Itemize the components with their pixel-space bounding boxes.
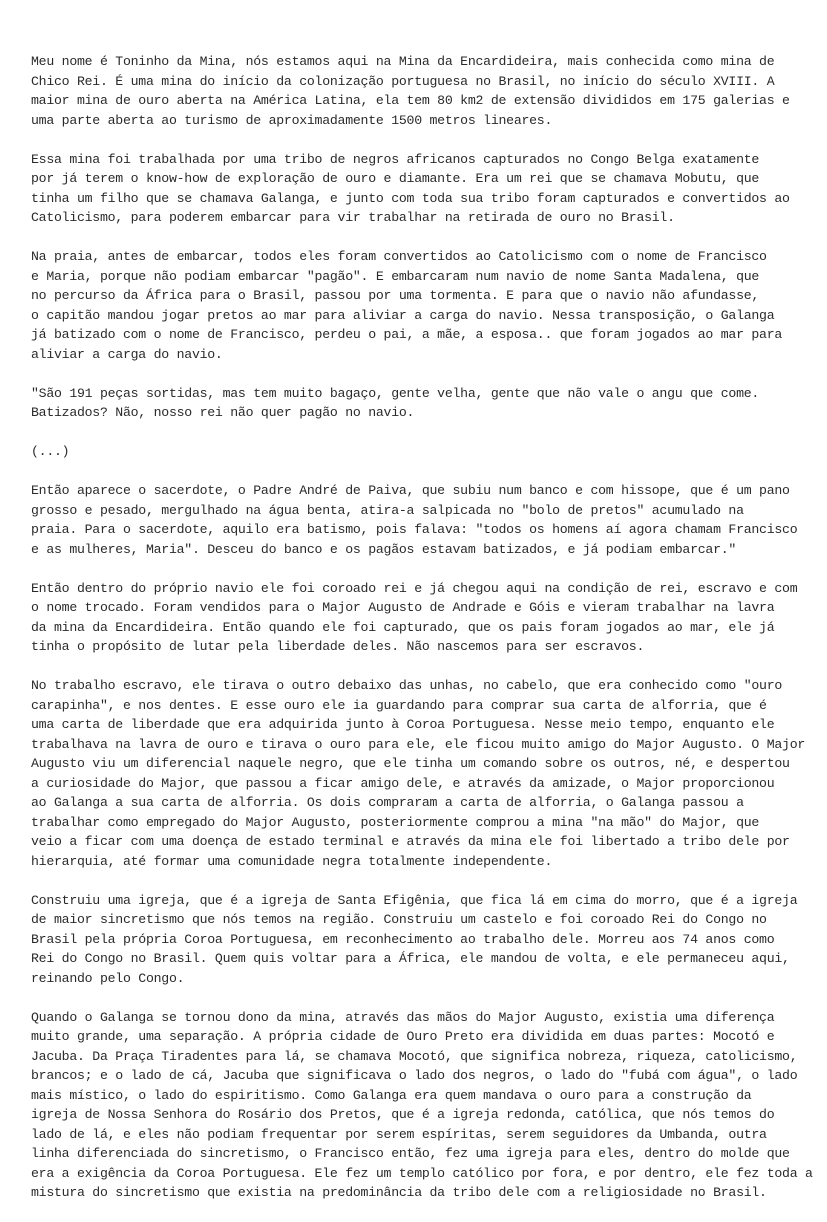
paragraph: [31, 384, 811, 423]
text-line: a curiosidade do Major, que passou a ficar amigo dele, e através da amizade, o Major proporcionou: [31, 775, 775, 791]
text-line: muito grande, uma separação. A própria cidade de Ouro Preto era dividida em duas partes: Mocotó e: [31, 1029, 775, 1044]
paragraph: [31, 247, 811, 364]
text-line: Essa mina foi trabalhada por uma tribo de negros africanos capturados no Congo Belga exatamente: [31, 151, 760, 167]
text-line: Na praia, antes de embarcar, todos eles foram convertidos ao Catolicismo com o nome de Francisco: [31, 249, 767, 264]
text-line: mistura do sincretismo que existia na predominância da tribo dele com a religiosidade no Brasil.: [31, 1185, 767, 1200]
paragraph: [31, 1008, 811, 1203]
text-line: Quando o Galanga se tornou dono da mina, através das mãos do Major Augusto, existia uma diferença: [31, 1009, 775, 1025]
text-line: praia. Para o sacerdote, aquilo era batismo, pois falava: "todos os homens aí agora chamam Francisco: [31, 522, 798, 537]
text-line: Chico Rei. É uma mina do início da colonização portuguesa no Brasil, no início do século XVIII. A: [31, 73, 775, 89]
paragraph: [31, 891, 811, 989]
text-line: No trabalho escravo, ele tirava o outro debaixo das unhas, no cabelo, que era conhecido como "ouro: [31, 678, 783, 693]
text-line: grosso e pesado, mergulhado na água benta, atira-a salpicada no "bolo de pretos" acumulado na: [31, 502, 744, 518]
paragraph: [31, 52, 811, 130]
text-line: Rei do Congo no Brasil. Quem quis voltar para a África, ele mandou de volta, e ele permaneceu aqui,: [31, 951, 790, 966]
text-line: carapinha", e nos dentes. E esse ouro ele ia guardando para comprar sua carta de alforria, que é: [31, 697, 767, 713]
text-line: (...): [31, 444, 70, 459]
text-line: lado de lá, e eles não podiam frequentar por serem espíritas, serem seguidores da Umbanda, outra: [31, 1126, 767, 1142]
text-line: tinha um filho que se chamava Galanga, e junto com toda sua tribo foram capturados e convertidos ao: [31, 190, 790, 206]
text-line: Meu nome é Toninho da Mina, nós estamos aqui na Mina da Encardideira, mais conhecida como mina de: [31, 54, 775, 69]
text-line: uma parte aberta ao turismo de aproximadamente 1500 metros lineares.: [31, 112, 553, 128]
text-line: Então aparece o sacerdote, o Padre André de Paiva, que subiu num banco e com hissope, que é um pano: [31, 483, 790, 498]
text-line: hierarquia, até formar uma comunidade negra totalmente independente.: [31, 853, 553, 869]
text-line: uma carta de liberdade que era adquirida junto à Coroa Portuguesa. Nesse meio tempo, enquanto ele: [31, 717, 775, 732]
text-line: por já terem o know-how de exploração de ouro e diamante. Era um rei que se chamava Mobutu, que: [31, 171, 760, 186]
text-line: Batizados? Não, nosso rei não quer pagão no navio.: [31, 405, 415, 420]
paragraph: [31, 676, 811, 871]
text-line: Então dentro do próprio navio ele foi coroado rei e já chegou aqui na condição de rei, escravo e com: [31, 580, 798, 596]
text-line: mais místico, o lado do espiritismo. Como Galanga era quem mandava o ouro para a construção da: [31, 1087, 752, 1103]
text-line: Jacuba. Da Praça Tiradentes para lá, se chamava Mocotó, que significa nobreza, riqueza, catolicismo,: [31, 1048, 798, 1064]
text-line: o nome trocado. Foram vendidos para o Major Augusto de Andrade e Góis e vieram trabalhar na lavra: [31, 600, 775, 615]
document-page: [31, 52, 811, 1222]
text-line: Brasil pela própria Coroa Portuguesa, em reconhecimento ao trabalho dele. Morreu aos 74 anos como: [31, 931, 775, 947]
text-line: aliviar a carga do navio.: [31, 346, 223, 362]
text-line: brancos; e o lado de cá, Jacuba que significava o lado dos negros, o lado do "fubá com água", o lado: [31, 1068, 798, 1083]
text-line: o capitão mandou jogar pretos ao mar para aliviar a carga do navio. Nessa transposição, o Galanga: [31, 307, 775, 323]
text-line: igreja de Nossa Senhora do Rosário dos Pretos, que é a igreja redonda, católica, que nós temos do: [31, 1107, 775, 1122]
text-line: maior mina de ouro aberta na América Latina, ela tem 80 km2 de extensão divididos em 175 galerias e: [31, 93, 790, 108]
text-line: reinando pelo Congo.: [31, 970, 185, 986]
text-line: no percurso da África para o Brasil, passou por uma tormenta. E para que o navio não afundasse,: [31, 288, 760, 303]
paragraph: [31, 442, 811, 462]
paragraph: [31, 481, 811, 559]
text-line: era a exigência da Coroa Portuguesa. Ele fez um templo católico por fora, e por dentro, ele fez toda a: [31, 1165, 813, 1181]
text-line: trabalhava na lavra de ouro e tirava o ouro para ele, ele ficou muito amigo do Major Augusto. O Major: [31, 736, 806, 752]
paragraph: [31, 579, 811, 657]
text-line: ao Galanga a sua carta de alforria. Os dois compraram a carta de alforria, o Galanga passou a: [31, 795, 744, 810]
paragraph: [31, 150, 811, 228]
text-line: tinha o propósito de lutar pela liberdade deles. Não nascemos para ser escravos.: [31, 639, 645, 654]
text-line: "São 191 peças sortidas, mas tem muito bagaço, gente velha, gente que não vale o angu que come.: [31, 385, 760, 401]
text-line: linha diferenciada do sincretismo, o Francisco então, fez uma igreja para eles, dentro do molde que: [31, 1146, 790, 1161]
text-line: e Maria, porque não podiam embarcar "pagão". E embarcaram num navio de nome Santa Madalena, que: [31, 268, 760, 284]
text-line: veio a ficar com uma doença de estado terminal e através da mina ele foi libertado a tribo dele por: [31, 834, 790, 849]
text-line: e as mulheres, Maria". Desceu do banco e os pagãos estavam batizados, e já podiam embarcar.": [31, 541, 737, 557]
text-line: trabalhar como empregado do Major Augusto, posteriormente comprou a mina "na mão" do Major, que: [31, 814, 760, 830]
text-line: Construiu uma igreja, que é a igreja de Santa Efigênia, que fica lá em cima do morro, que é a igreja: [31, 892, 798, 908]
text-line: Catolicismo, para poderem embarcar para vir trabalhar na retirada de ouro no Brasil.: [31, 210, 675, 225]
text-line: de maior sincretismo que nós temos na região. Construiu um castelo e foi coroado Rei do Congo no: [31, 912, 767, 927]
text-line: Augusto viu um diferencial naquele negro, que ele tinha um comando sobre os outros, né, e despertou: [31, 756, 790, 771]
text-line: já batizado com o nome de Francisco, perdeu o pai, a mãe, a esposa.. que foram jogados ao mar para: [31, 327, 783, 342]
text-line: da mina da Encardideira. Então quando ele foi capturado, que os pais foram jogados ao mar, ele já: [31, 619, 775, 635]
